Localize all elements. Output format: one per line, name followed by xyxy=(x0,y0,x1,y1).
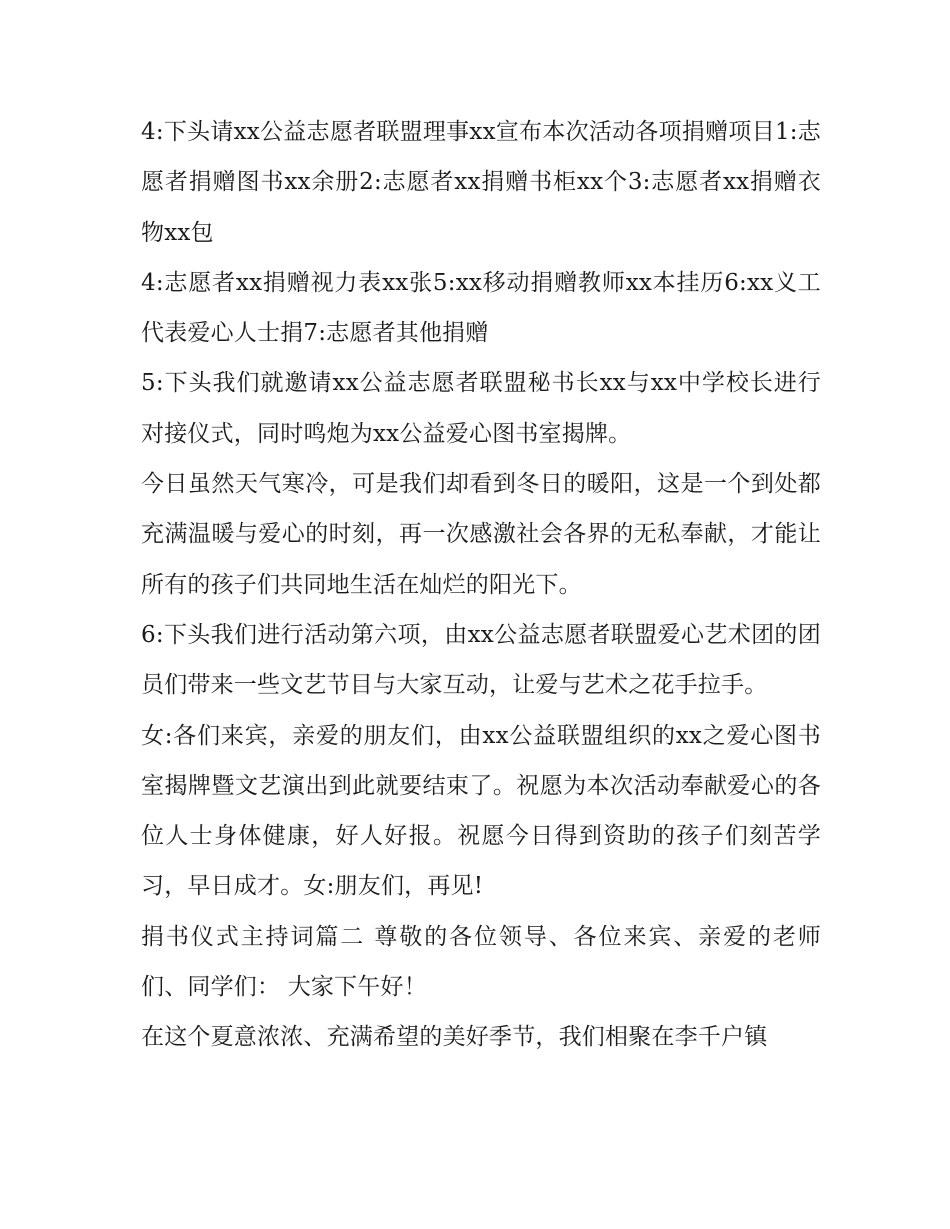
paragraph-art-performance: 6:下头我们进行活动第六项，由xx公益志愿者联盟爱心艺术团的团员们带来一些文艺节目与大家互动，让爱与艺术之花手拉手。 xyxy=(141,621,821,699)
document-page xyxy=(141,107,821,1063)
paragraph-plaque-unveiling: 5:下头我们就邀请xx公益志愿者联盟秘书长xx与xx中学校长进行对接仪式，同时鸣炮为xx公益爱心图书室揭牌。 xyxy=(141,370,821,447)
paragraph-donation-items: 4:下头请xx公益志愿者联盟理事xx宣布本次活动各项捐赠项目1:志愿者捐赠图书xx余册2:志愿者xx捐赠书柜xx个3:志愿者xx捐赠衣物xx包 xyxy=(141,119,821,246)
paragraph-warm-sunshine: 今日虽然天气寒冷，可是我们却看到冬日的暖阳，这是一个到处都充满温暖与爱心的时刻，再一次感激社会各界的无私奉献，才能让所有的孩子们共同地生活在灿烂的阳光下。 xyxy=(141,471,821,598)
paragraph-closing-remarks: 女:各们来宾，亲爱的朋友们，由xx公益联盟组织的xx之爱心图书室揭牌暨文艺演出到此就要结束了。祝愿为本次活动奉献爱心的各位人士身体健康，好人好报。祝愿今日得到资助的孩子们刻苦学习，早日成才。女:朋友们，再见! xyxy=(141,722,821,900)
paragraph-summer-gathering: 在这个夏意浓浓、充满希望的美好季节，我们相聚在李千户镇 xyxy=(141,1024,768,1051)
paragraph-donation-items-continued: 4:志愿者xx捐赠视力表xx张5:xx移动捐赠教师xx本挂历6:xx义工代表爱心人士捐7:志愿者其他捐赠 xyxy=(141,269,821,347)
paragraph-part-two-greeting: 捐书仪式主持词篇二 尊敬的各位领导、各位来宾、亲爱的老师们、同学们： 大家下午好！ xyxy=(141,923,821,1001)
